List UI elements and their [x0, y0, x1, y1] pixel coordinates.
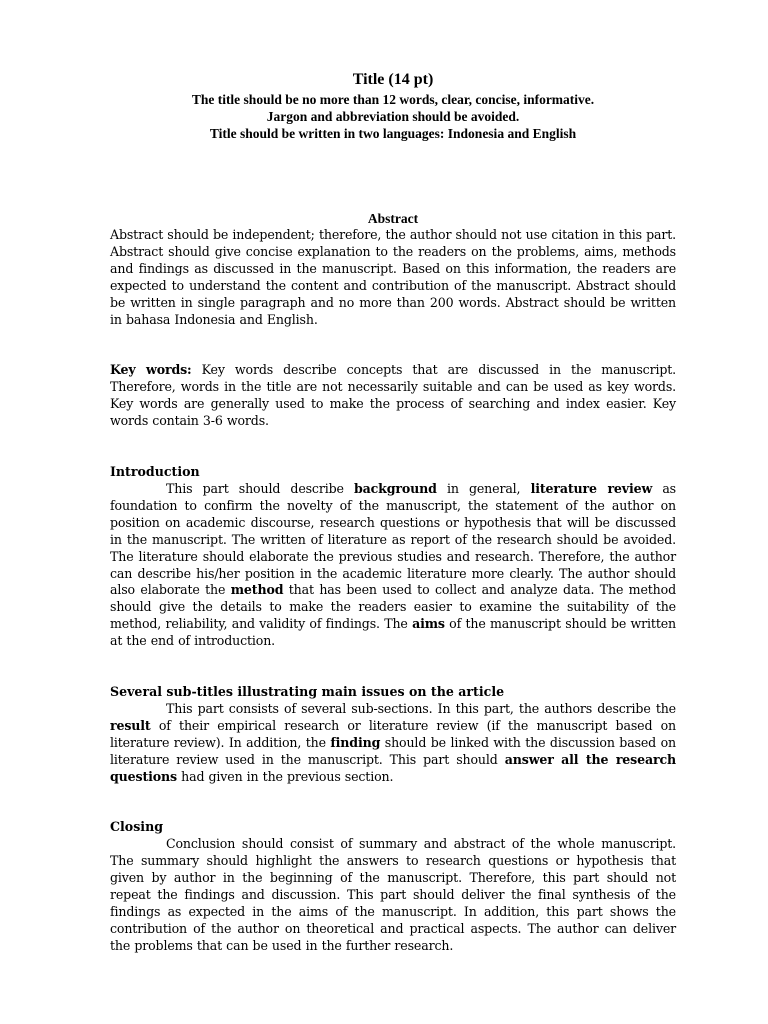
subtitles-bold-answer: answer all the research questions [110, 751, 676, 784]
introduction-text-1: This part should describe [166, 480, 354, 496]
introduction-bold-literature-review: literature review [530, 480, 653, 496]
document-page [110, 70, 676, 955]
keywords-paragraph [110, 362, 676, 430]
subtitles-text-2: of their empirical research or literature review (if the manuscript based on literature review). In addition, the [110, 717, 676, 750]
introduction-text-5: of the manuscript should be written at the end of introduction. [110, 616, 677, 649]
title-block [110, 70, 676, 142]
closing-paragraph: Conclusion should consist of summary and abstract of the whole manuscript. The summary should highlight the answers to research questions or hypothesis that given by author in the beginning of the manuscript. Therefore, this part should not repeat the findings and discussion. This part should deliver the final synthesis of the findings as expected in the aims of the manuscript. In addition, this part shows the contribution of the author on theoretical and practical aspects. The author can deliver the problems that can be used in the further research. [110, 836, 676, 953]
subtitles-text-4: had given in the previous section. [176, 768, 394, 784]
subtitles-text-3: should be linked with the discussion based on literature review used in the manuscript. This part should [110, 734, 676, 767]
title-guideline-1: The title should be no more than 12 words, clear, concise, informative. [191, 92, 595, 107]
introduction-heading: Introduction [110, 464, 200, 480]
subtitles-bold-finding: finding [330, 734, 381, 750]
introduction-paragraph [110, 481, 676, 650]
introduction-bold-method: method [230, 582, 284, 598]
keywords-text: Key words describe concepts that are discussed in the manuscript. Therefore, words in the title are not necessarily suitable and can be used as key words. Key words are generally used to make the process of searching and index easier. Key words contain 3-6 words. [110, 362, 676, 429]
introduction-text-2: in general, [436, 480, 531, 496]
title-guideline-2: Jargon and abbreviation should be avoided. [266, 109, 520, 124]
title-guideline-3: Title should be written in two languages: Indonesia and English [209, 126, 577, 141]
document-title: Title (14 pt) [352, 71, 434, 88]
subtitles-paragraph [110, 701, 676, 786]
keywords-label: Key words: [110, 362, 192, 378]
abstract-heading: Abstract [367, 211, 419, 226]
abstract-text: Abstract should be independent; therefore, the author should not use citation in this part. Abstract should give concise explanation to the readers on the problems, aims, methods and findings as discussed in the manuscript. Based on this information, the readers are expected to understand the content and contribution of the manuscript. Abstract should be written in single paragraph and no more than 200 words. Abstract should be written in bahasa Indonesia and English. [110, 227, 676, 327]
introduction-text-4: that has been used to collect and analyze data. The method should give the details to make the readers easier to examine the suitability of the method, reliability, and validity of findings. The [110, 582, 676, 632]
introduction-bold-aims: aims [412, 616, 445, 632]
introduction-text-3: as foundation to confirm the novelty of the manuscript, the statement of the author on position on academic discourse, research questions or hypothesis that will be discussed in the manuscript. The written of literature as report of the research should be avoided. The literature should elaborate the previous studies and research. Therefore, the author can describe his/her position in the academic literature more clearly. The author should also elaborate the [110, 480, 676, 598]
introduction-bold-background: background [353, 480, 437, 496]
subtitles-bold-result: result [110, 717, 151, 733]
subtitles-heading: Several sub-titles illustrating main issues on the article [110, 684, 505, 700]
subtitles-text-1: This part consists of several sub-sections. In this part, the authors describe the [166, 700, 676, 716]
closing-heading: Closing [110, 819, 164, 835]
